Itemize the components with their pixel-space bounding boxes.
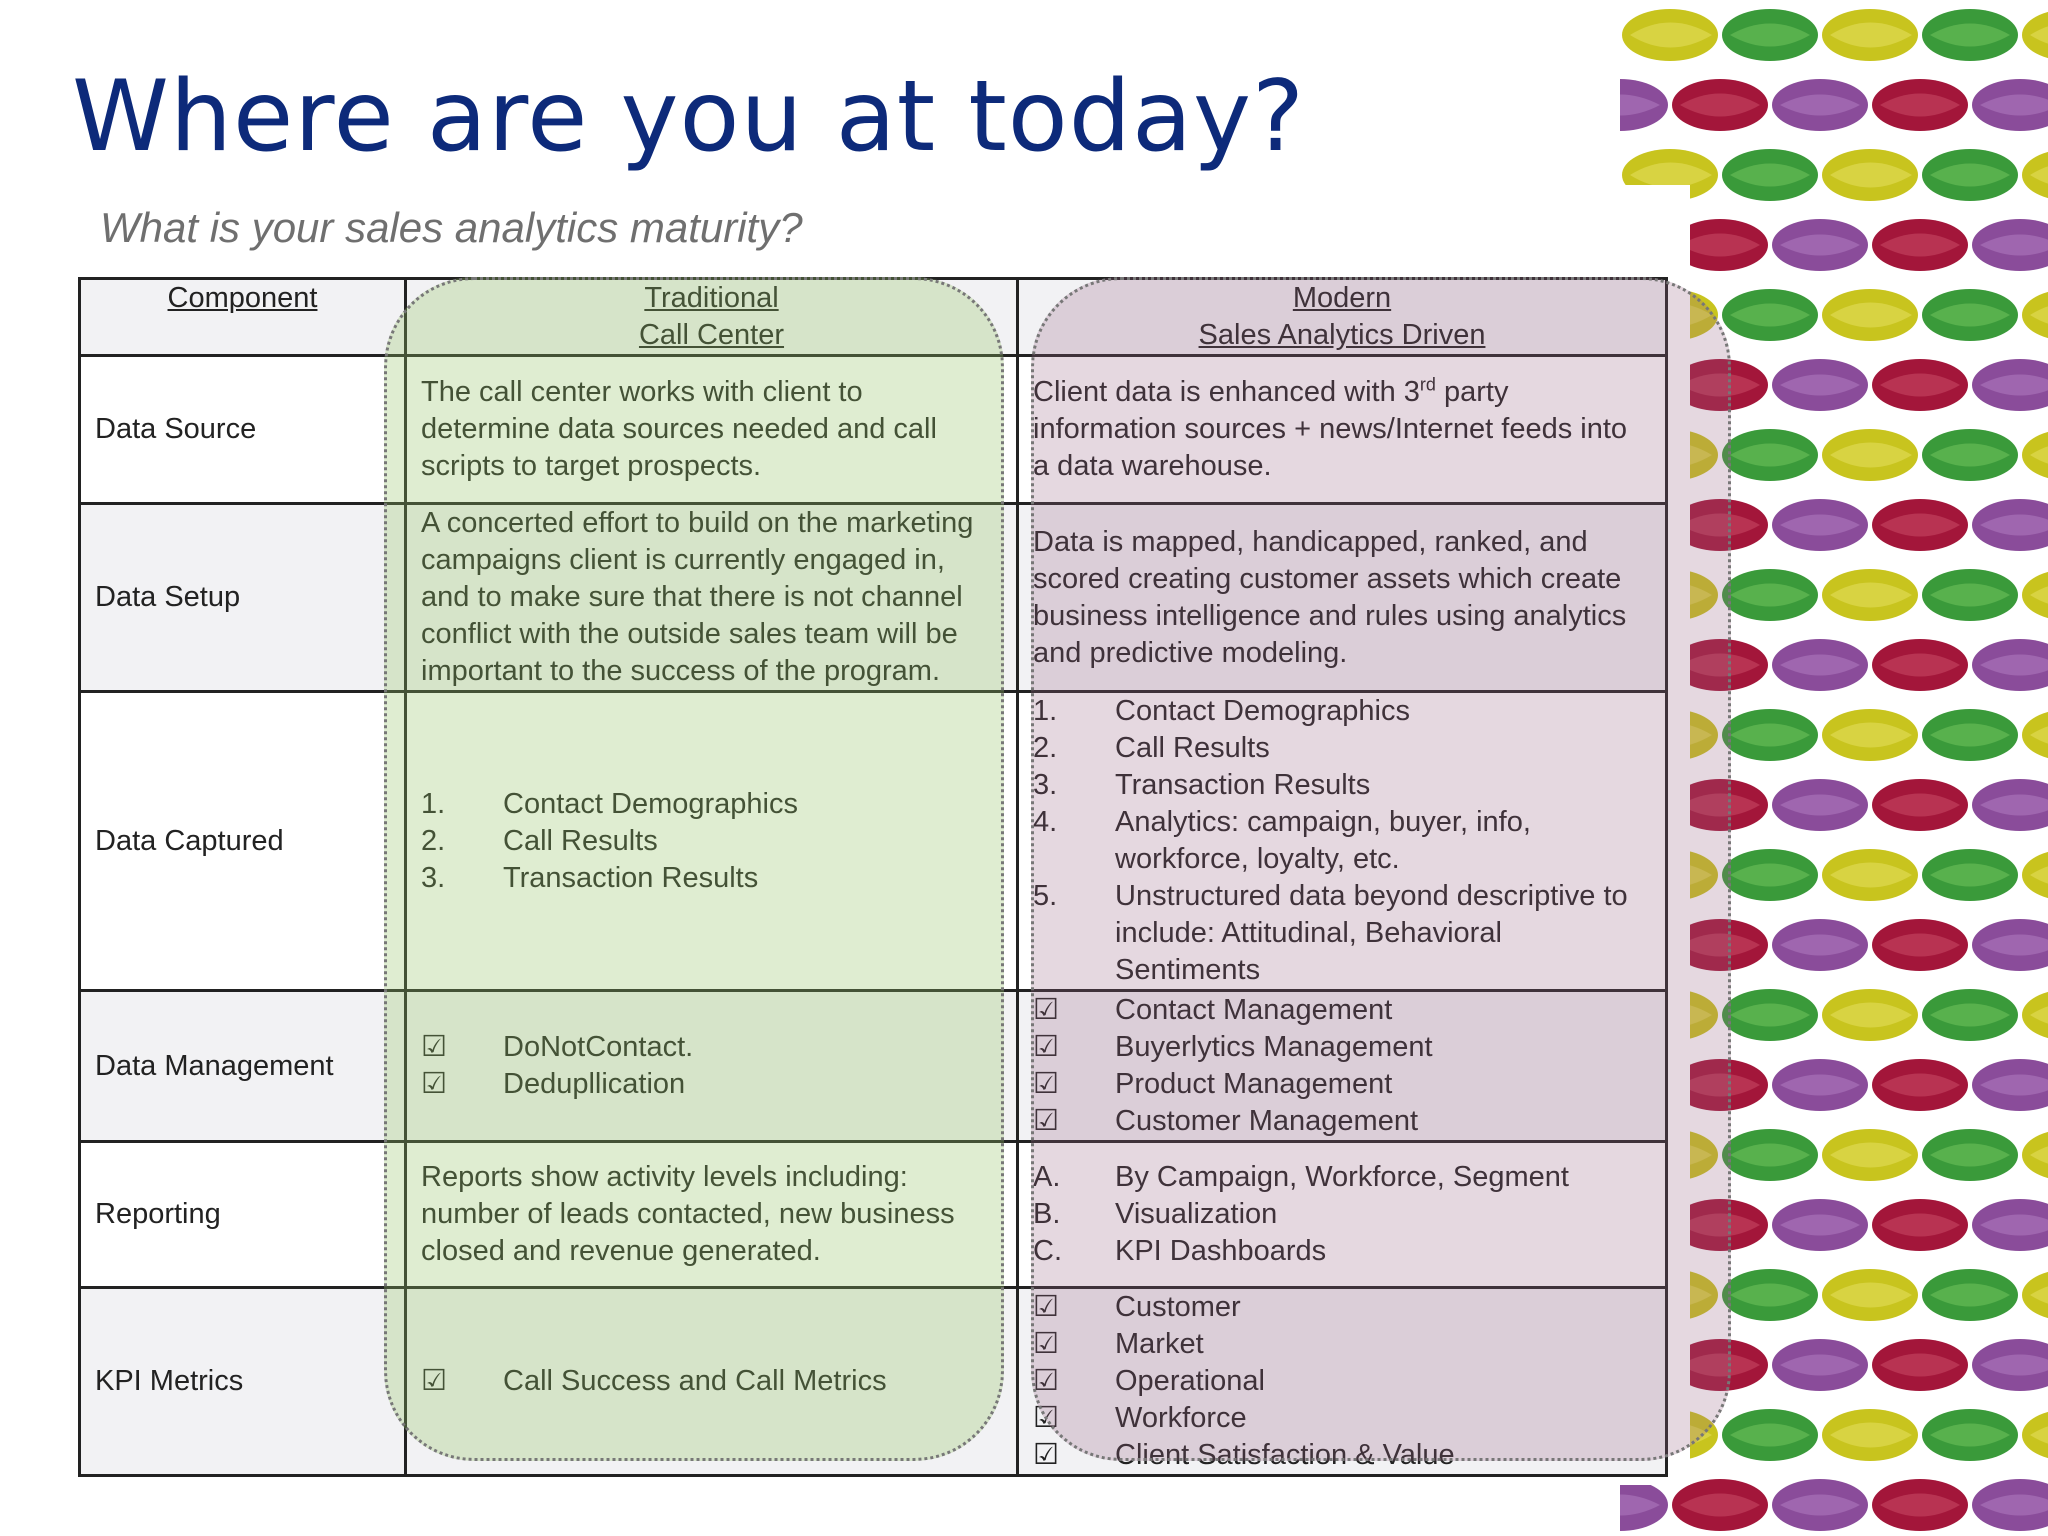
cell-line: business intelligence and rules using analytics (1033, 599, 1627, 632)
checkbox-icon: ☑ (1033, 994, 1059, 1026)
cell-line: scripts to target prospects. (421, 450, 762, 482)
cell-line: scored creating customer assets which create (1033, 562, 1622, 595)
traditional-cell (406, 991, 1018, 1142)
component-cell: Data Source (80, 356, 406, 504)
checkbox-icon: ☑ (1033, 1291, 1059, 1323)
traditional-cell (406, 356, 1018, 504)
header-row (80, 279, 1667, 356)
modern-cell (1018, 504, 1667, 692)
header-modern-line2: Sales Analytics Driven (1198, 319, 1486, 351)
modern-cell (1018, 1288, 1667, 1476)
checklist-item: ☑ Customer Management (1033, 1103, 1651, 1140)
cell-line: A concerted effort to build on the marketing (421, 507, 974, 539)
header-component: Component (80, 279, 406, 356)
checkbox-icon: ☑ (1033, 1439, 1059, 1471)
slide-subtitle: What is your sales analytics maturity? (100, 204, 803, 251)
list-item: 3. Transaction Results (421, 861, 759, 894)
modern-cell (1018, 692, 1667, 991)
list-item: A. By Campaign, Workforce, Segment (1033, 1161, 1569, 1193)
cell-line: and predictive modeling. (1033, 636, 1348, 669)
component-cell: Reporting (80, 1142, 406, 1288)
component-cell: Data Captured (80, 692, 406, 991)
cell-line: The call center works with client to (421, 376, 863, 408)
list-item: C. KPI Dashboards (1033, 1235, 1327, 1267)
checklist-item: ☑ Contact Management (1033, 992, 1651, 1029)
header-modern-line1: Modern (1292, 282, 1392, 314)
checklist-item: ☑ DoNotContact. (421, 1029, 1002, 1066)
checklist-item: ☑ Dedupllication (421, 1066, 1002, 1103)
cell-line: information sources + news/Internet feeds into (1033, 413, 1628, 445)
table-row-data-management (80, 991, 1667, 1142)
traditional-cell (406, 1142, 1018, 1288)
checklist-item: ☑ Client Satisfaction & Value (1033, 1437, 1651, 1474)
modern-cell (1018, 991, 1667, 1142)
cell-line: important to the success of the program. (421, 655, 941, 687)
list-item: B. Visualization (1033, 1198, 1278, 1230)
cell-line: Data is mapped, handicapped, ranked, and (1033, 525, 1588, 558)
maturity-table (78, 277, 1668, 1477)
component-cell: Data Setup (80, 504, 406, 692)
table-row-reporting (80, 1142, 1667, 1288)
checklist-item: ☑ Customer (1033, 1289, 1651, 1326)
traditional-cell (406, 1288, 1018, 1476)
list-item: 4. Analytics: campaign, buyer, info, workforce, loyalty, etc. (1033, 806, 1531, 875)
table-row-data-setup (80, 504, 1667, 692)
header-traditional (406, 279, 1018, 356)
header-modern (1018, 279, 1667, 356)
cell-line: conflict with the outside sales team will be (421, 618, 958, 650)
checkbox-icon: ☑ (1033, 1068, 1059, 1100)
checklist-item: ☑ Market (1033, 1326, 1651, 1363)
checkbox-icon: ☑ (421, 1365, 447, 1397)
table-row-kpi-metrics (80, 1288, 1667, 1476)
checkbox-icon: ☑ (421, 1068, 447, 1100)
checklist-item: ☑ Buyerlytics Management (1033, 1029, 1651, 1066)
checkbox-icon: ☑ (1033, 1031, 1059, 1063)
slide-title: Where are you at today? (72, 60, 1306, 174)
traditional-cell (406, 692, 1018, 991)
list-item: 2. Call Results (421, 824, 658, 857)
table-row-data-source (80, 356, 1667, 504)
maturity-table-container (78, 277, 1665, 1471)
checkbox-icon: ☑ (1033, 1402, 1059, 1434)
checkbox-icon: ☑ (421, 1031, 447, 1063)
checklist-item: ☑ Workforce (1033, 1400, 1651, 1437)
component-cell: KPI Metrics (80, 1288, 406, 1476)
table-row-data-captured (80, 692, 1667, 991)
list-item: 2. Call Results (1033, 732, 1270, 764)
cell-line: determine data sources needed and call (421, 413, 937, 445)
cell-line: Client data is enhanced with 3rd party (1033, 374, 1509, 408)
modern-cell (1018, 1142, 1667, 1288)
checkbox-icon: ☑ (1033, 1105, 1059, 1137)
list-item: 1. Contact Demographics (1033, 695, 1410, 727)
list-item: 5. Unstructured data beyond descriptive to include: Attitudinal, Behavioral Sentiments (1033, 880, 1628, 986)
checkbox-icon: ☑ (1033, 1365, 1059, 1397)
cell-line: Reports show activity levels including: (421, 1161, 908, 1193)
checkbox-icon: ☑ (1033, 1328, 1059, 1360)
header-traditional-line1: Traditional (644, 282, 779, 314)
cell-line: and to make sure that there is not channel (421, 581, 963, 613)
cell-line: a data warehouse. (1033, 450, 1272, 482)
traditional-cell (406, 504, 1018, 692)
modern-cell (1018, 356, 1667, 504)
cell-line: campaigns client is currently engaged in, (421, 544, 945, 576)
cell-line: number of leads contacted, new business (421, 1198, 955, 1230)
checklist-item: ☑ Operational (1033, 1363, 1651, 1400)
list-item: 3. Transaction Results (1033, 769, 1371, 801)
cell-line: closed and revenue generated. (421, 1235, 821, 1267)
header-traditional-line2: Call Center (638, 319, 785, 351)
component-cell: Data Management (80, 991, 406, 1142)
checklist-item: ☑ Call Success and Call Metrics (421, 1363, 1002, 1400)
list-item: 1. Contact Demographics (421, 787, 798, 820)
checklist-item: ☑ Product Management (1033, 1066, 1651, 1103)
